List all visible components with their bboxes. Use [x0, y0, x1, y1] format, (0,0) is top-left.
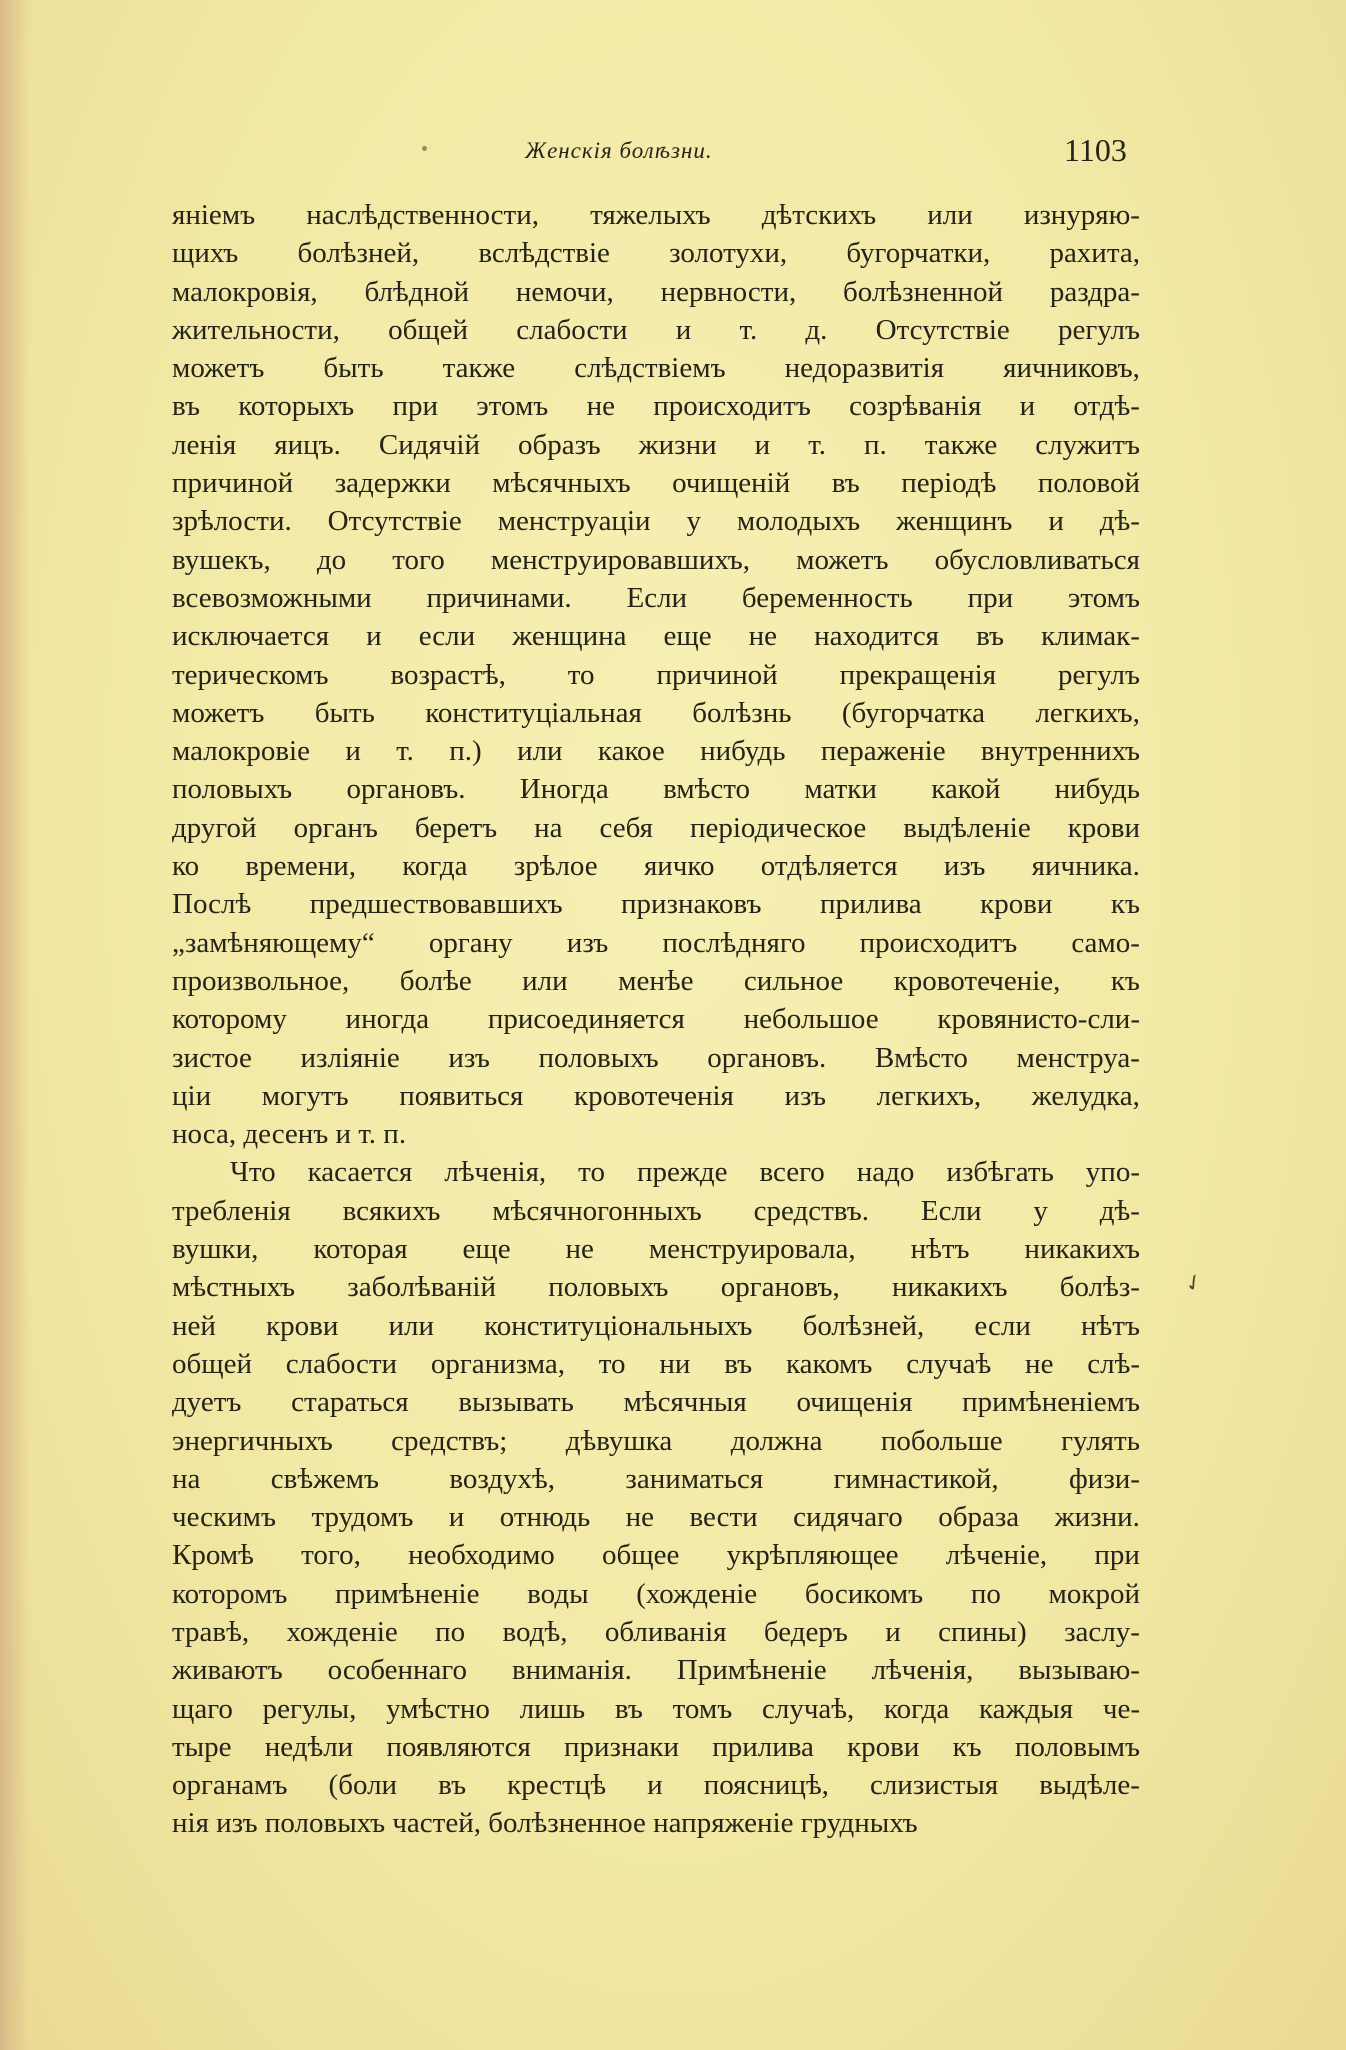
text-line: въ которыхъ при этомъ не происходитъ созрѣванія и отдѣ-: [172, 390, 1140, 423]
text-line: причиной задержки мѣсячныхъ очищеній въ періодѣ половой: [172, 467, 1140, 500]
text-line: Что касается лѣченія, то прежде всего надо избѣгать упо-: [230, 1156, 1140, 1189]
page-header: [0, 132, 1346, 172]
text-line: половыхъ органовъ. Иногда вмѣсто матки какой нибудь: [172, 773, 1140, 806]
text-line: можетъ быть конституціальная болѣзнь (бугорчатка легкихъ,: [172, 696, 1140, 729]
paragraph: [172, 1153, 1140, 1842]
text-line: которому иногда присоединяется небольшое кровянисто-сли-: [172, 1003, 1140, 1036]
ink-speck: [422, 146, 427, 151]
text-line: зрѣлости. Отсутствіе менструаціи у молодыхъ женщинъ и дѣ-: [172, 505, 1140, 538]
running-title: Женскія болѣзни.: [525, 138, 713, 163]
text-line: ленія яицъ. Сидячій образъ жизни и т. п. также служитъ: [172, 428, 1140, 461]
margin-pencil-mark: ✓: [1179, 1268, 1209, 1299]
text-line: яніемъ наслѣдственности, тяжелыхъ дѣтскихъ или изнуряю-: [172, 199, 1140, 231]
text-line: Послѣ предшествовавшихъ признаковъ прилива крови къ: [172, 888, 1140, 921]
text-line: другой органъ беретъ на себя періодическое выдѣленіе крови: [172, 811, 1140, 844]
text-line: которомъ примѣненіе воды (хожденіе босикомъ по мокрой: [172, 1577, 1140, 1610]
text-line: „замѣняющему“ органу изъ послѣдняго происходитъ само-: [172, 926, 1140, 959]
text-line: щаго регулы, умѣстно лишь въ томъ случаѣ, когда каждыя че-: [172, 1692, 1140, 1725]
text-line: травѣ, хожденіе по водѣ, обливанія бедеръ и спины) заслу-: [172, 1615, 1140, 1648]
text-line: вушки, которая еще не менструировала, нѣтъ никакихъ: [172, 1233, 1140, 1266]
text-line: можетъ быть также слѣдствіемъ недоразвитія яичниковъ,: [172, 352, 1140, 385]
text-line: носа, десенъ и т. п.: [172, 1118, 407, 1151]
text-line: зистое изліяніе изъ половыхъ органовъ. Вмѣсто менструа-: [172, 1041, 1140, 1074]
text-line: всевозможными причинами. Если беременность при этомъ: [172, 581, 1140, 614]
text-line: нія изъ половыхъ частей, болѣзненное напряженіе грудныхъ: [172, 1807, 918, 1840]
page-number: 1103: [1064, 132, 1127, 168]
text-line: ціи могутъ появиться кровотеченія изъ легкихъ, желудка,: [172, 1079, 1140, 1112]
text-line: терическомъ возрастѣ, то причиной прекращенія регулъ: [172, 658, 1140, 691]
text-line: вушекъ, до того менструировавшихъ, можетъ обусловливаться: [172, 543, 1140, 576]
text-line: Кромѣ того, необходимо общее укрѣпляющее лѣченіе, при: [172, 1539, 1140, 1572]
text-line: требленія всякихъ мѣсячногонныхъ средствъ. Если у дѣ-: [172, 1194, 1140, 1227]
text-line: живаютъ особеннаго вниманія. Примѣненіе лѣченія, вызываю-: [172, 1654, 1140, 1687]
text-line: ней крови или конституціональныхъ болѣзней, если нѣтъ: [172, 1309, 1140, 1342]
text-line: щихъ болѣзней, вслѣдствіе золотухи, бугорчатки, рахита,: [172, 237, 1140, 270]
text-line: тыре недѣли появляются признаки прилива крови къ половымъ: [172, 1730, 1140, 1763]
text-line: на свѣжемъ воздухѣ, заниматься гимнастикой, физи-: [172, 1462, 1140, 1495]
body-text: [172, 196, 1140, 1843]
text-line: исключается и если женщина еще не находится въ климак-: [172, 620, 1140, 653]
text-line: энергичныхъ средствъ; дѣвушка должна побольше гулять: [172, 1424, 1140, 1457]
text-line: малокровіе и т. п.) или какое нибудь пераженіе внутреннихъ: [172, 735, 1140, 768]
page-edge-shadow: [0, 0, 30, 2050]
text-line: жительности, общей слабости и т. д. Отсутствіе регулъ: [172, 313, 1140, 346]
text-line: произвольное, болѣе или менѣе сильное кровотеченіе, къ: [172, 964, 1140, 997]
text-line: малокровія, блѣдной немочи, нервности, болѣзненной раздра-: [172, 275, 1140, 308]
text-line: ческимъ трудомъ и отнюдь не вести сидячаго образа жизни.: [172, 1501, 1140, 1534]
text-line: дуетъ стараться вызывать мѣсячныя очищенія примѣненіемъ: [172, 1386, 1140, 1419]
text-line: мѣстныхъ заболѣваній половыхъ органовъ, никакихъ болѣз-: [172, 1271, 1140, 1304]
paragraph: [172, 196, 1140, 1153]
text-line: общей слабости организма, то ни въ какомъ случаѣ не слѣ-: [172, 1347, 1140, 1380]
text-line: ко времени, когда зрѣлое яичко отдѣляется изъ яичника.: [172, 850, 1140, 883]
text-line: органамъ (боли въ крестцѣ и поясницѣ, слизистыя выдѣле-: [172, 1769, 1140, 1802]
